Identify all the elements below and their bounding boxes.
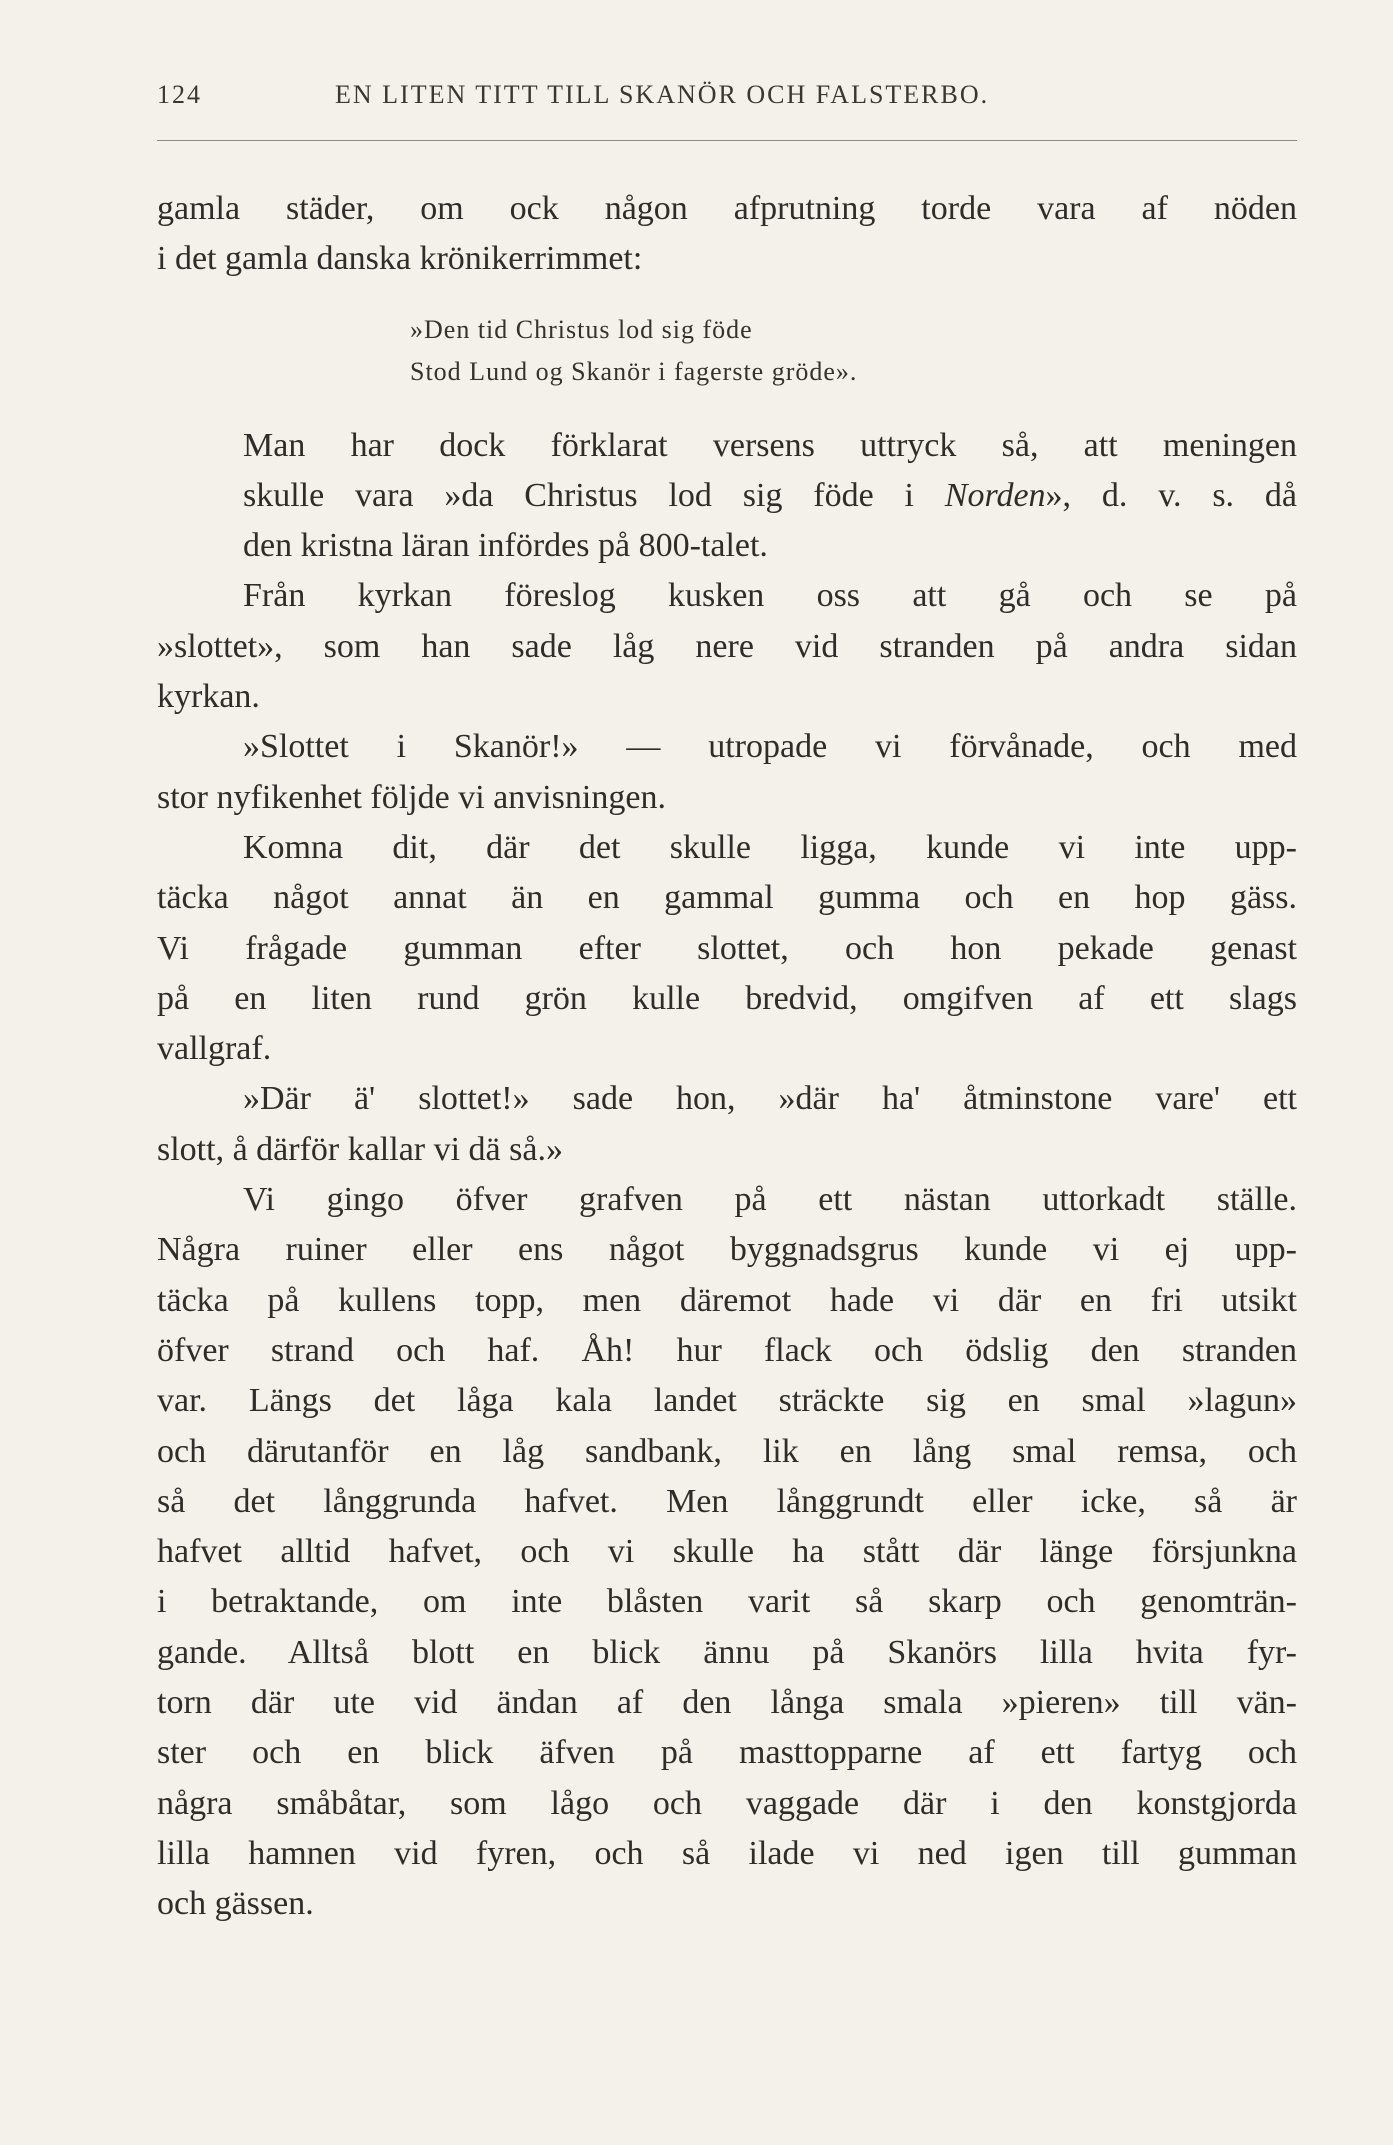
text-line: stor nyfikenhet följde vi anvisningen. xyxy=(157,778,666,816)
verse-line: »Den tid Christus lod sig föde xyxy=(410,314,753,344)
header-rule xyxy=(157,140,1297,141)
text-line: »Där ä' slottet!» sade hon, »där ha' åtminstone vare' ett xyxy=(243,1080,1297,1118)
paragraph xyxy=(157,722,1297,823)
text-line: slott, å därför kallar vi dä så.» xyxy=(157,1130,563,1168)
text-line: så det långgrunda hafvet. Men långgrundt eller icke, så är xyxy=(157,1482,1297,1520)
text-line: några småbåtar, som lågo och vaggade där i den konstgjorda xyxy=(157,1784,1297,1822)
text-line: i det gamla danska krönikerrimmet: xyxy=(157,240,643,278)
paragraph xyxy=(157,823,1297,1074)
text-line: Vi gingo öfver grafven på ett nästan uttorkadt ställe. xyxy=(243,1181,1297,1219)
text-line: Vi frågade gumman efter slottet, och hon pekade genast xyxy=(157,929,1297,967)
text-line: var. Längs det låga kala landet sträckte sig en smal »lagun» xyxy=(157,1382,1297,1420)
text-line: gamla städer, om ock någon afprutning torde vara af nöden xyxy=(157,190,1297,227)
text-line: täcka på kullens topp, men däremot hade vi där en fri utsikt xyxy=(157,1281,1297,1319)
text-line: lilla hamnen vid fyren, och så ilade vi ned igen till gumman xyxy=(157,1834,1297,1872)
text-line: och gässen. xyxy=(157,1885,314,1923)
body-text xyxy=(157,184,1297,1930)
running-title: EN LITEN TITT TILL SKANÖR OCH FALSTERBO. xyxy=(335,80,990,109)
verse-quote xyxy=(410,309,1297,393)
text-line: täcka något annat än en gammal gumma och en hop gäss. xyxy=(157,879,1297,917)
text-line: ster och en blick äfven på masttopparne af ett fartyg och xyxy=(157,1734,1297,1772)
text-line: vallgraf. xyxy=(157,1030,272,1068)
text-segment: », d. v. s. då xyxy=(1045,476,1297,514)
text-line: i betraktande, om inte blåsten varit så skarp och genomträn- xyxy=(157,1583,1297,1621)
italic-word: Norden xyxy=(944,476,1046,514)
text-line: den kristna läran infördes på 800-talet. xyxy=(243,527,768,565)
text-line: kyrkan. xyxy=(157,678,260,716)
paragraph xyxy=(157,571,1297,722)
text-line: »slottet», som han sade låg nere vid stranden på andra sidan xyxy=(157,627,1297,665)
text-line: torn där ute vid ändan af den långa smala »pieren» till vän- xyxy=(157,1684,1297,1722)
text-line xyxy=(157,471,1297,521)
text-line: på en liten rund grön kulle bredvid, omgifven af ett slags xyxy=(157,979,1297,1017)
text-line: öfver strand och haf. Åh! hur flack och ödslig den stranden xyxy=(157,1331,1297,1369)
text-line: gande. Alltså blott en blick ännu på Skanörs lilla hvita fyr- xyxy=(157,1633,1297,1671)
text-segment: skulle vara »da Christus lod sig föde i xyxy=(243,476,945,514)
text-line: och därutanför en låg sandbank, lik en lång smal remsa, och xyxy=(157,1432,1297,1470)
text-line: Komna dit, där det skulle ligga, kunde vi inte upp- xyxy=(243,828,1297,866)
intro-paragraph xyxy=(157,184,1297,285)
verse-line: Stod Lund og Skanör i fagerste gröde». xyxy=(410,356,858,386)
text-line: Man har dock förklarat versens uttryck så, att meningen xyxy=(243,426,1297,464)
paragraph xyxy=(157,1074,1297,1175)
text-line: Några ruiner eller ens något byggnadsgrus kunde vi ej upp- xyxy=(157,1231,1297,1269)
text-line: »Slottet i Skanör!» — utropade vi förvånade, och med xyxy=(243,728,1297,766)
page-number: 124 xyxy=(157,80,202,109)
text-line: hafvet alltid hafvet, och vi skulle ha stått där länge försjunkna xyxy=(157,1533,1297,1571)
paragraph xyxy=(157,421,1297,572)
text-line: Från kyrkan föreslog kusken oss att gå och se på xyxy=(243,577,1297,615)
paragraph xyxy=(157,1175,1297,1929)
